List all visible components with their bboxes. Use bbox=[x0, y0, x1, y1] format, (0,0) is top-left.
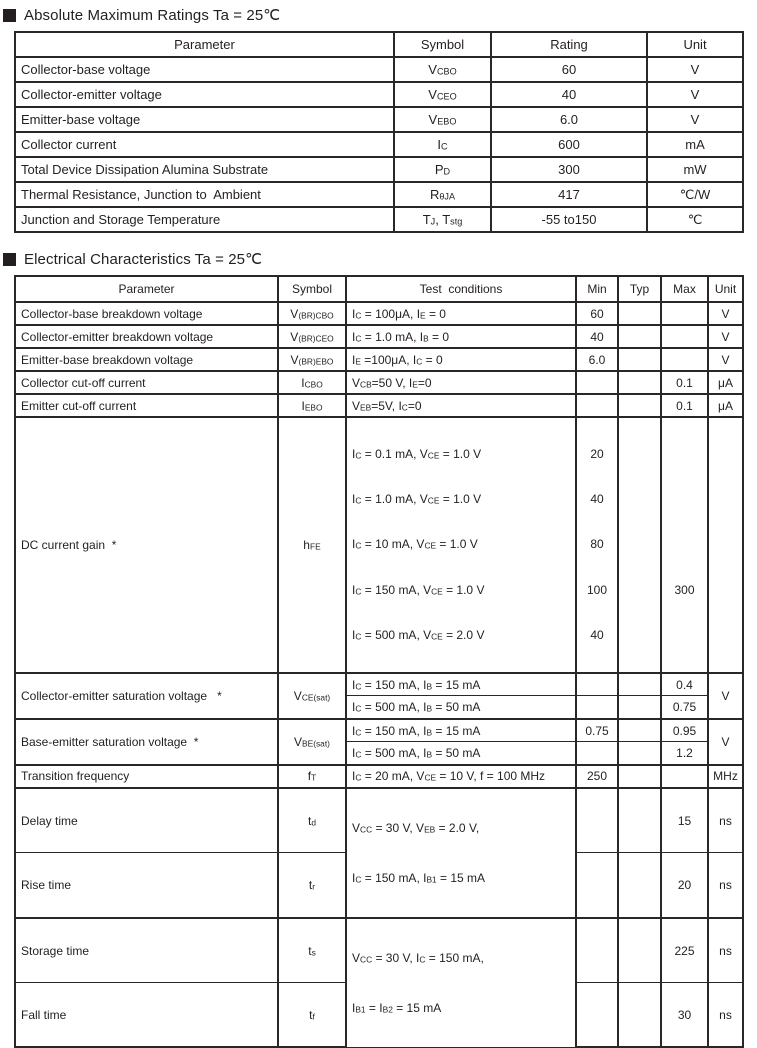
symbol-cell: $V_{(BR)CBO}$ bbox=[278, 302, 346, 325]
condition-line: $I_C = 500$ mA, $V_{CE} = 2.0$ V bbox=[352, 627, 485, 642]
symbol-cell: $I_{CBO}$ bbox=[278, 371, 346, 394]
parameter-cell: Collector-emitter saturation voltage * bbox=[15, 673, 278, 719]
min-line: 100 bbox=[586, 582, 608, 597]
symbol-cell: $V_{CBO}$ bbox=[394, 57, 491, 82]
parameter-cell: Thermal Resistance, Junction to Ambient bbox=[15, 182, 394, 207]
min-line: 40 bbox=[590, 627, 604, 642]
min-line: 80 bbox=[590, 537, 604, 552]
section1-title-text: Absolute Maximum Ratings Ta = 25℃ bbox=[24, 7, 281, 24]
symbol-cell: $R_{\theta JA}$ bbox=[394, 182, 491, 207]
bullet-square-icon bbox=[3, 253, 16, 266]
symbol-cell: $V_{CEO}$ bbox=[394, 82, 491, 107]
condition-line: $V_{CC} = 30$ V, $V_{EB} = 2.0$ V, bbox=[352, 820, 480, 835]
min-line: 40 bbox=[590, 492, 604, 507]
parameter-cell: Delay time bbox=[15, 788, 278, 853]
max-line bbox=[662, 536, 707, 553]
unit-cell: ℃/W bbox=[647, 182, 743, 207]
table1-header-row bbox=[15, 32, 743, 57]
table2-header-row bbox=[15, 276, 743, 302]
min-cell bbox=[576, 853, 618, 918]
min-cell bbox=[576, 742, 618, 765]
row-vbe-sat-1 bbox=[15, 719, 743, 742]
col-header-typ: Typ bbox=[618, 276, 661, 302]
min-cell bbox=[576, 788, 618, 853]
max-line: 300 bbox=[674, 582, 695, 597]
unit-cell: V bbox=[708, 673, 743, 719]
conditions-cell: $I_C = 100\mu A$, $I_E = 0$ bbox=[346, 302, 576, 325]
row-collector-emitter-breakdown bbox=[15, 325, 743, 348]
unit-cell: ns bbox=[708, 788, 743, 853]
parameter-cell: Storage time bbox=[15, 918, 278, 983]
row-total-device-dissipation bbox=[15, 157, 743, 182]
typ-cell bbox=[618, 765, 661, 788]
col-header-parameter: Parameter bbox=[15, 32, 394, 57]
col-header-unit: Unit bbox=[708, 276, 743, 302]
col-header-symbol: Symbol bbox=[278, 276, 346, 302]
min-cell: 250 bbox=[576, 765, 618, 788]
parameter-cell: Junction and Storage Temperature bbox=[15, 207, 394, 232]
min-cell: 0.75 bbox=[576, 719, 618, 742]
parameter-cell: DC current gain * bbox=[15, 417, 278, 673]
max-cell: 0.95 bbox=[661, 719, 708, 742]
row-collector-base-breakdown bbox=[15, 302, 743, 325]
typ-cell bbox=[618, 719, 661, 742]
col-header-symbol: Symbol bbox=[394, 32, 491, 57]
row-storage-time bbox=[15, 918, 743, 983]
parameter-cell: Collector-base voltage bbox=[15, 57, 394, 82]
max-cell: 1.2 bbox=[661, 742, 708, 765]
max-cell bbox=[661, 302, 708, 325]
parameter-cell: Emitter-base voltage bbox=[15, 107, 394, 132]
typ-cell bbox=[618, 788, 661, 853]
max-cell: 20 bbox=[661, 853, 708, 918]
unit-cell: V bbox=[647, 82, 743, 107]
max-line bbox=[662, 491, 707, 508]
conditions-cell: $I_C = 1.0$ mA, $I_B = 0$ bbox=[346, 325, 576, 348]
condition-line: $I_C = 150$ mA, $I_{B1} = 15$ mA bbox=[352, 870, 486, 885]
col-header-parameter: Parameter bbox=[15, 276, 278, 302]
typ-cell bbox=[618, 696, 661, 719]
conditions-cell: $I_C = 500$ mA, $I_B = 50$ mA bbox=[346, 696, 576, 719]
parameter-cell: Collector current bbox=[15, 132, 394, 157]
typ-cell bbox=[618, 983, 661, 1048]
row-vce-sat-1 bbox=[15, 673, 743, 696]
parameter-cell: Total Device Dissipation Alumina Substrate bbox=[15, 157, 394, 182]
conditions-cell: $I_E =100\mu A$, $I_C = 0$ bbox=[346, 348, 576, 371]
min-cell bbox=[576, 673, 618, 696]
row-collector-base-voltage bbox=[15, 57, 743, 82]
condition-line: $I_C = 0.1$ mA, $V_{CE} = 1.0$ V bbox=[352, 447, 482, 461]
conditions-cell: $V_{CB}=50$ V, $I_E=0$ bbox=[346, 371, 576, 394]
parameter-cell: Emitter cut-off current bbox=[15, 394, 278, 417]
bullet-square-icon bbox=[3, 9, 16, 22]
rating-cell: 60 bbox=[491, 57, 647, 82]
row-dc-current-gain bbox=[15, 417, 743, 673]
max-cell bbox=[661, 348, 708, 371]
typ-cell bbox=[618, 673, 661, 696]
max-cell: 0.1 bbox=[661, 371, 708, 394]
symbol-cell: $V_{BE(sat)}$ bbox=[278, 719, 346, 765]
conditions-cell: $I_C = 500$ mA, $I_B = 50$ mA bbox=[346, 742, 576, 765]
min-cell bbox=[576, 394, 618, 417]
conditions-cell: $I_C = 20$ mA, $V_{CE} = 10$ V, f = 100 MHz bbox=[346, 765, 576, 788]
unit-cell: ns bbox=[708, 853, 743, 918]
parameter-cell: Emitter-base breakdown voltage bbox=[15, 348, 278, 371]
symbol-cell: $t_s$ bbox=[278, 918, 346, 983]
rating-cell: 600 bbox=[491, 132, 647, 157]
min-cell bbox=[576, 983, 618, 1048]
parameter-cell: Fall time bbox=[15, 983, 278, 1048]
electrical-characteristics-table bbox=[14, 275, 744, 1048]
symbol-cell: $T_J$, $T_{stg}$ bbox=[394, 207, 491, 232]
conditions-cell bbox=[346, 417, 576, 673]
unit-cell: ℃ bbox=[647, 207, 743, 232]
max-cell bbox=[661, 417, 708, 673]
typ-cell bbox=[618, 325, 661, 348]
unit-cell: ns bbox=[708, 918, 743, 983]
section1-title bbox=[3, 6, 757, 24]
rating-cell: 300 bbox=[491, 157, 647, 182]
symbol-cell: $I_C$ bbox=[394, 132, 491, 157]
row-collector-cutoff-current bbox=[15, 371, 743, 394]
section2-title-text: Electrical Characteristics Ta = 25℃ bbox=[24, 251, 263, 268]
row-transition-frequency bbox=[15, 765, 743, 788]
symbol-cell: $V_{(BR)CEO}$ bbox=[278, 325, 346, 348]
typ-cell bbox=[618, 394, 661, 417]
condition-line: $I_C = 10$ mA, $V_{CE} = 1.0$ V bbox=[352, 537, 478, 552]
unit-cell: V bbox=[708, 325, 743, 348]
parameter-cell: Collector-emitter breakdown voltage bbox=[15, 325, 278, 348]
symbol-cell: $h_{FE}$ bbox=[278, 417, 346, 673]
max-line bbox=[662, 446, 707, 463]
max-cell: 15 bbox=[661, 788, 708, 853]
symbol-cell: $t_r$ bbox=[278, 853, 346, 918]
typ-cell bbox=[618, 417, 661, 673]
unit-cell: MHz bbox=[708, 765, 743, 788]
conditions-cell: $V_{EB}=5V$, $I_C=0$ bbox=[346, 394, 576, 417]
parameter-cell: Collector-emitter voltage bbox=[15, 82, 394, 107]
col-header-unit: Unit bbox=[647, 32, 743, 57]
row-thermal-resistance bbox=[15, 182, 743, 207]
col-header-rating: Rating bbox=[491, 32, 647, 57]
typ-cell bbox=[618, 371, 661, 394]
max-cell bbox=[661, 765, 708, 788]
max-line bbox=[662, 627, 707, 644]
unit-cell: V bbox=[647, 57, 743, 82]
unit-cell: μA bbox=[708, 371, 743, 394]
max-cell: 0.4 bbox=[661, 673, 708, 696]
max-cell: 225 bbox=[661, 918, 708, 983]
typ-cell bbox=[618, 742, 661, 765]
min-cell: 60 bbox=[576, 302, 618, 325]
max-cell: 30 bbox=[661, 983, 708, 1048]
max-cell: 0.1 bbox=[661, 394, 708, 417]
symbol-cell: $V_{CE(sat)}$ bbox=[278, 673, 346, 719]
parameter-cell: Collector cut-off current bbox=[15, 371, 278, 394]
symbol-cell: $t_d$ bbox=[278, 788, 346, 853]
col-header-max: Max bbox=[661, 276, 708, 302]
unit-cell: V bbox=[647, 107, 743, 132]
unit-cell: V bbox=[708, 348, 743, 371]
unit-cell: mW bbox=[647, 157, 743, 182]
typ-cell bbox=[618, 302, 661, 325]
symbol-cell: $P_D$ bbox=[394, 157, 491, 182]
unit-cell: mA bbox=[647, 132, 743, 157]
unit-cell: ns bbox=[708, 983, 743, 1048]
condition-line: $I_{B1} = I_{B2} = 15$ mA bbox=[352, 1000, 442, 1015]
rating-cell: 6.0 bbox=[491, 107, 647, 132]
row-collector-emitter-voltage bbox=[15, 82, 743, 107]
row-delay-time bbox=[15, 788, 743, 853]
condition-line: $V_{CC} = 30$ V, $I_C = 150$ mA, bbox=[352, 950, 484, 965]
symbol-cell: $t_f$ bbox=[278, 983, 346, 1048]
rating-cell: -55 to150 bbox=[491, 207, 647, 232]
unit-cell: V bbox=[708, 302, 743, 325]
unit-cell: μA bbox=[708, 394, 743, 417]
min-cell: 40 bbox=[576, 325, 618, 348]
parameter-cell: Rise time bbox=[15, 853, 278, 918]
min-cell bbox=[576, 696, 618, 719]
condition-line: $I_C = 150$ mA, $V_{CE} = 1.0$ V bbox=[352, 582, 485, 597]
symbol-cell: $V_{(BR)EBO}$ bbox=[278, 348, 346, 371]
symbol-cell: $f_T$ bbox=[278, 765, 346, 788]
unit-cell bbox=[708, 417, 743, 673]
col-header-test-conditions: Test conditions bbox=[346, 276, 576, 302]
rating-cell: 417 bbox=[491, 182, 647, 207]
conditions-cell bbox=[346, 788, 576, 918]
symbol-cell: $V_{EBO}$ bbox=[394, 107, 491, 132]
row-emitter-cutoff-current bbox=[15, 394, 743, 417]
typ-cell bbox=[618, 918, 661, 983]
col-header-min: Min bbox=[576, 276, 618, 302]
absolute-maximum-ratings-table bbox=[14, 31, 744, 233]
max-cell bbox=[661, 325, 708, 348]
parameter-cell: Transition frequency bbox=[15, 765, 278, 788]
row-emitter-base-voltage bbox=[15, 107, 743, 132]
conditions-cell: $I_C = 150$ mA, $I_B = 15$ mA bbox=[346, 719, 576, 742]
section2-title bbox=[3, 250, 757, 268]
row-collector-current bbox=[15, 132, 743, 157]
conditions-cell: $I_C = 150$ mA, $I_B = 15$ mA bbox=[346, 673, 576, 696]
min-cell: 6.0 bbox=[576, 348, 618, 371]
parameter-cell: Collector-base breakdown voltage bbox=[15, 302, 278, 325]
row-junction-storage-temperature bbox=[15, 207, 743, 232]
min-line: 20 bbox=[590, 447, 604, 461]
parameter-cell: Base-emitter saturation voltage * bbox=[15, 719, 278, 765]
condition-line: $I_C = 1.0$ mA, $V_{CE} = 1.0$ V bbox=[352, 492, 482, 507]
typ-cell bbox=[618, 853, 661, 918]
min-cell bbox=[576, 417, 618, 673]
symbol-cell: $I_{EBO}$ bbox=[278, 394, 346, 417]
min-cell bbox=[576, 918, 618, 983]
unit-cell: V bbox=[708, 719, 743, 765]
typ-cell bbox=[618, 348, 661, 371]
row-emitter-base-breakdown bbox=[15, 348, 743, 371]
max-cell: 0.75 bbox=[661, 696, 708, 719]
conditions-cell bbox=[346, 918, 576, 1048]
rating-cell: 40 bbox=[491, 82, 647, 107]
min-cell bbox=[576, 371, 618, 394]
